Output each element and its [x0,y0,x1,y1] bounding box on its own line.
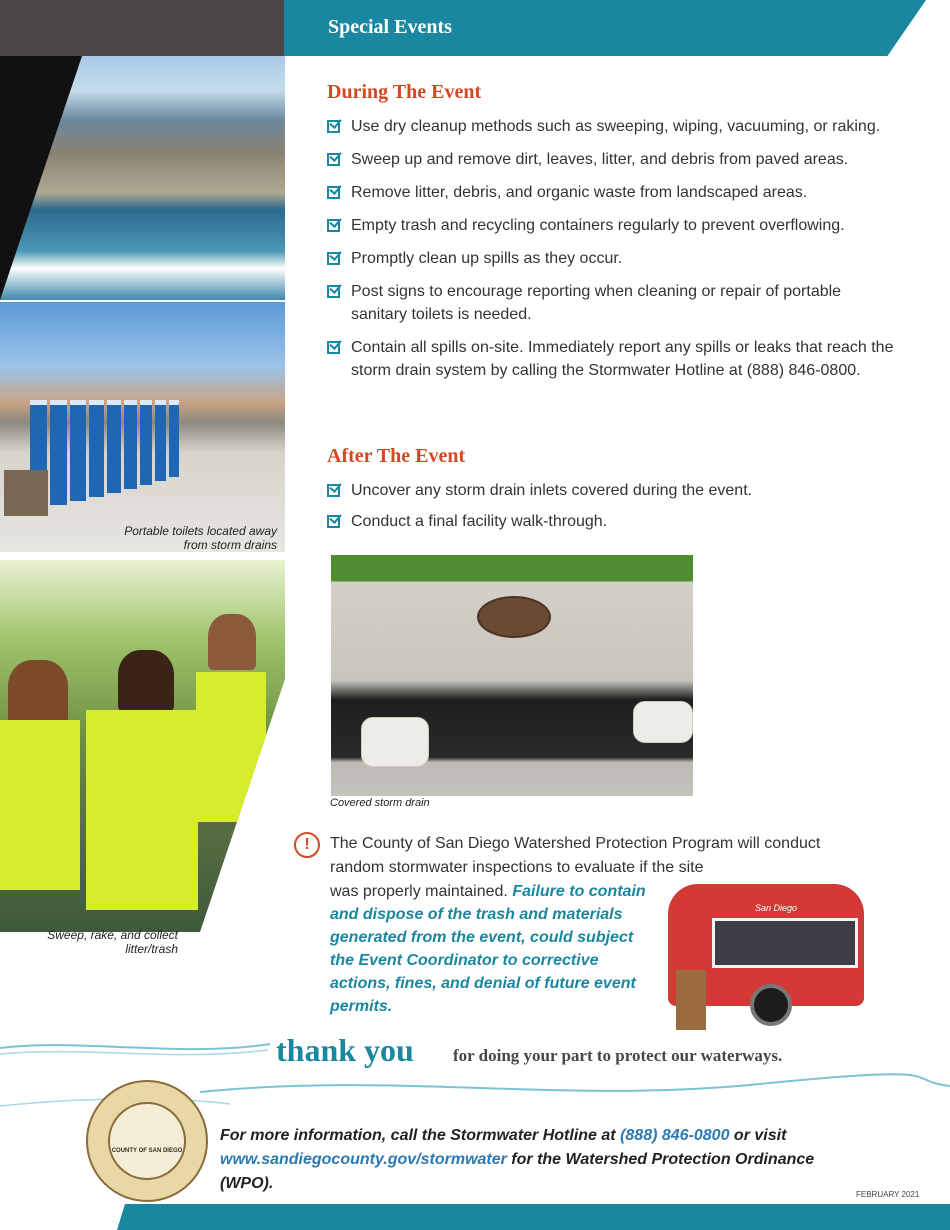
toilet-unit [107,400,121,493]
toilet-unit [50,400,67,505]
toilet-unit [155,400,166,481]
contact-info: For more information, call the Stormwater Hotline at (888) 846-0800 or visit www.sandiegocounty.gov/stormwater for the Watershed Protection Ordinance (WPO). [220,1127,815,1192]
portable-toilets-photo [0,302,285,552]
toilet-unit [89,400,104,497]
checkbox-icon [327,120,340,133]
volunteer-head [8,660,68,726]
truck-window [712,918,858,968]
publication-date: FEBRUARY 2021 [856,1190,920,1199]
inspection-notice-continued: was properly maintained. Failure to contain and dispose of the trash and materials generated from the event, could subject the Event Coordinator to corrective actions, fines, and denial of future event permits. [330,883,646,1015]
storm-drain-photo [331,555,693,796]
toilets-caption: Portable toilets located away from storm drains [124,524,277,552]
checkbox-icon [327,219,340,232]
list-item: Uncover any storm drain inlets covered during the event. [327,479,927,502]
inspection-notice: The County of San Diego Watershed Protection Program will conduct random stormwater inspections to evaluate if the site [330,835,821,876]
county-seal [86,1080,208,1202]
list-item: Remove litter, debris, and organic waste from landscaped areas. [327,181,927,204]
checkbox-icon [327,285,340,298]
list-item: Promptly clean up spills as they occur. [327,247,927,270]
volunteers-caption: Sweep, rake, and collect litter/trash [47,928,178,956]
after-list [327,479,927,533]
list-item: Conduct a final facility walk-through. [327,510,927,533]
thank-you-heading: thank you [276,1032,414,1068]
trash-bin [4,470,48,516]
manhole-cover [477,596,551,638]
seal-center [108,1102,186,1180]
website-link[interactable]: www.sandiegocounty.gov/stormwater [220,1151,507,1168]
header-dark-block [0,0,290,56]
alert-icon: ! [294,832,320,858]
checkbox-icon [327,484,340,497]
list-item: Use dry cleanup methods such as sweeping, wiping, vacuuming, or raking. [327,115,927,138]
toilet-unit [140,400,152,485]
drain-caption: Covered storm drain [330,797,430,809]
toilet-unit [70,400,86,501]
sandbag [633,701,693,743]
checkbox-icon [327,252,340,265]
list-item: Empty trash and recycling containers regularly to prevent overflowing. [327,214,927,237]
list-item: Post signs to encourage reporting when cleaning or repair of portable sanitary toilets is needed. [327,280,891,326]
food-truck-photo [662,880,880,1038]
list-item: Sweep up and remove dirt, leaves, litter, and debris from paved areas. [327,148,927,171]
footer-bar [117,1204,950,1230]
list-item: Contain all spills on-site. Immediately report any spills or leaks that reach the storm drain system by calling the Stormwater Hotline at (888) 846-0800. [327,336,911,382]
safety-vest [196,672,266,822]
during-list [327,115,927,382]
truck-sign: San Diego [754,903,798,913]
volunteer-head [208,614,256,670]
photo-column [0,56,285,932]
seal-text: COUNTY OF SAN DIEGO [111,1148,183,1154]
hotline-link[interactable]: (888) 846-0800 [620,1127,730,1144]
checkbox-icon [327,153,340,166]
after-heading: After The Event [327,445,466,467]
toilet-unit [169,400,179,477]
volunteer-head [118,650,174,712]
safety-vest [86,710,198,910]
warning-text: Failure to contain and dispose of the trash and materials generated from the event, could subject the Event Coordinator to corrective actions, fines, and denial of future event permits. [330,883,646,1015]
thank-you-message: for doing your part to protect our waterways. [453,1046,783,1065]
checkbox-icon [327,186,340,199]
during-heading: During The Event [327,81,482,103]
checkbox-icon [327,341,340,354]
checkbox-icon [327,515,340,528]
sandbag [361,717,429,767]
toilet-unit [124,400,137,489]
volunteers-photo [0,560,285,932]
safety-vest [0,720,80,890]
page-title: Special Events [328,16,452,38]
